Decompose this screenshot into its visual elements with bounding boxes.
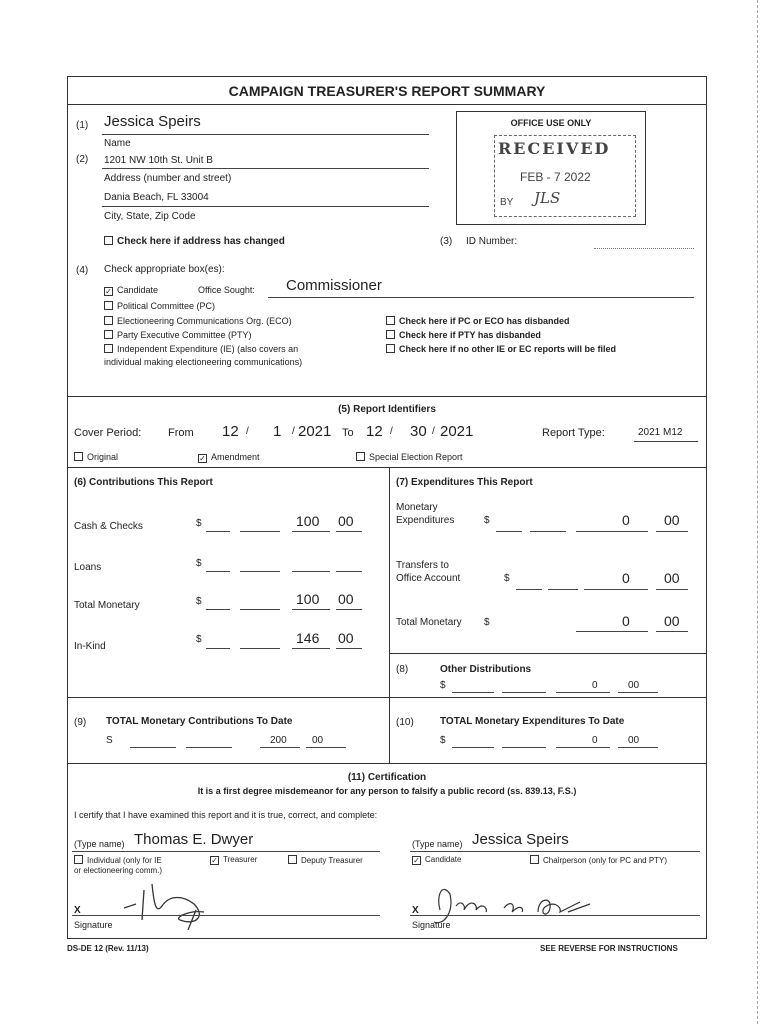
- check-boxes-label: Check appropriate box(es):: [104, 264, 225, 275]
- from-day: 1: [273, 423, 282, 440]
- amount-line: [206, 571, 230, 572]
- amount-line: [656, 531, 688, 532]
- cash-checks-amount: 100: [296, 513, 320, 529]
- id-number-field[interactable]: [594, 248, 694, 249]
- amount-line: [336, 609, 362, 610]
- see-reverse: SEE REVERSE FOR INSTRUCTIONS: [540, 944, 678, 953]
- special-election-checkbox[interactable]: [356, 452, 463, 462]
- address-changed-label: Check here if address has changed: [117, 236, 285, 247]
- office-sought-value: Commissioner: [286, 277, 382, 294]
- divider: [67, 104, 707, 105]
- to-label: To: [342, 427, 354, 439]
- monetary-expenditures-amount: 0: [622, 512, 630, 528]
- report-type-value: 2021 M12: [638, 427, 683, 438]
- amount-line: [584, 589, 648, 590]
- amount-line: [556, 692, 610, 693]
- section-num-4: (4): [76, 265, 89, 276]
- from-label: From: [168, 427, 194, 439]
- amount-line: [292, 609, 330, 610]
- stamp-initials: JLS: [534, 189, 561, 207]
- section-num-10: (10): [396, 717, 414, 728]
- amount-line: [336, 648, 362, 649]
- to-month: 12: [366, 423, 383, 440]
- monetary-expenditures-label-2: Expenditures: [396, 515, 455, 526]
- ie-checkbox[interactable]: [104, 344, 298, 354]
- treasurer-label: Treasurer: [223, 855, 258, 864]
- slash: /: [246, 426, 249, 437]
- other-distributions-title: Other Distributions: [440, 664, 532, 675]
- candidate-checkbox[interactable]: ✓ Candidate: [105, 285, 159, 296]
- expenditures-total-label: Total Monetary: [396, 617, 462, 628]
- amount-line: [240, 531, 280, 532]
- treasurer-checkbox[interactable]: ✓ Treasurer: [211, 855, 258, 865]
- amount-line: [206, 531, 230, 532]
- form-number: DS-DE 12 (Rev. 11/13): [67, 944, 149, 953]
- amount-line: [502, 747, 546, 748]
- amount-line: [548, 589, 578, 590]
- column-divider: [389, 467, 390, 697]
- city-state-zip: Dania Beach, FL 33004: [104, 192, 209, 203]
- city-label: City, State, Zip Code: [104, 211, 196, 222]
- certify-statement: I certify that I have examined this report and it is true, correct, and complete:: [74, 810, 378, 820]
- report-type-label: Report Type:: [542, 427, 605, 439]
- stamp-by: BY: [500, 197, 514, 208]
- no-ie-checkbox[interactable]: [386, 344, 616, 354]
- amount-line: [130, 747, 176, 748]
- expenditures-to-date-amount: 0: [592, 735, 598, 746]
- dollar-sign: S: [106, 735, 113, 746]
- transfers-label-2: Office Account: [396, 573, 461, 584]
- treasurer-signature-label: Signature: [74, 920, 113, 930]
- pc-checkbox[interactable]: [104, 301, 215, 311]
- individual-checkbox[interactable]: [74, 855, 162, 865]
- office-use-label: OFFICE USE ONLY: [510, 118, 592, 128]
- treasurer-x-mark: X: [74, 905, 81, 916]
- pty-label: Party Executive Committee (PTY): [117, 330, 252, 340]
- contributions-to-date-amount: 200: [270, 735, 287, 746]
- cash-checks-cents: 00: [338, 513, 354, 529]
- report-identifiers-title: (5) Report Identifiers: [338, 404, 436, 415]
- candidate-name: Jessica Speirs: [104, 113, 201, 130]
- individual-label: Individual (only for IE: [87, 856, 162, 865]
- expenditures-title: (7) Expenditures This Report: [396, 477, 533, 488]
- amount-line: [292, 648, 330, 649]
- cert-candidate-checkbox[interactable]: ✓ Candidate: [413, 855, 462, 865]
- dollar-sign: $: [440, 680, 446, 691]
- pc-disbanded-label: Check here if PC or ECO has disbanded: [399, 316, 570, 326]
- cash-checks-label: Cash & Checks: [74, 521, 143, 532]
- street-label: Address (number and street): [104, 173, 232, 184]
- amount-line: [452, 747, 494, 748]
- name-label: Name: [104, 138, 131, 149]
- amount-line: [206, 648, 230, 649]
- inkind-label: In-Kind: [74, 641, 106, 652]
- contributions-title: (6) Contributions This Report: [74, 477, 213, 488]
- contributions-to-date-cents: 00: [312, 735, 324, 746]
- amount-line: [576, 631, 648, 632]
- dollar-sign: $: [196, 634, 202, 645]
- candidate-x-mark: X: [412, 905, 419, 916]
- inkind-cents: 00: [338, 630, 354, 646]
- expenditures-to-date-title: TOTAL Monetary Expenditures To Date: [440, 716, 625, 727]
- dollar-sign: $: [504, 573, 510, 584]
- amount-line: [240, 648, 280, 649]
- pty-disbanded-checkbox[interactable]: [386, 330, 541, 340]
- slash: /: [432, 426, 435, 437]
- candidate-signer-name: Jessica Speirs: [472, 831, 569, 848]
- amount-line: [452, 692, 494, 693]
- cover-period-label: Cover Period:: [74, 427, 142, 439]
- dollar-sign: $: [484, 617, 490, 628]
- street-line: [102, 168, 429, 169]
- total-monetary-cents: 00: [338, 591, 354, 607]
- amount-line: [260, 747, 300, 748]
- chairperson-checkbox[interactable]: [530, 855, 667, 865]
- expenditures-total-amount: 0: [622, 613, 630, 629]
- candidate-name-line: [410, 851, 700, 852]
- amount-line: [656, 589, 688, 590]
- dollar-sign: $: [196, 558, 202, 569]
- ie-label-2: individual making electioneering communications): [104, 357, 303, 367]
- received-stamp-text: RECEIVED: [498, 139, 611, 158]
- transfers-amount: 0: [622, 570, 630, 586]
- report-type-line: [634, 441, 698, 442]
- from-year: 2021: [298, 423, 332, 440]
- amount-line: [240, 571, 280, 572]
- amendment-checkbox[interactable]: ✓ Amendment: [199, 452, 260, 463]
- pc-disbanded-checkbox[interactable]: [386, 316, 570, 326]
- page-edge-line: [757, 0, 758, 1024]
- candidate-type-name-label: (Type name): [412, 839, 463, 849]
- street-address: 1201 NW 10th St. Unit B: [104, 155, 213, 166]
- office-sought-line: [268, 297, 694, 298]
- certification-title: (11) Certification: [347, 772, 427, 783]
- column-divider: [389, 697, 390, 763]
- total-monetary-amount: 100: [296, 591, 320, 607]
- from-month: 12: [222, 423, 239, 440]
- amendment-label: Amendment: [211, 452, 260, 462]
- deputy-treasurer-checkbox[interactable]: [288, 855, 363, 865]
- expenditures-to-date-cents: 00: [628, 735, 640, 746]
- original-label: Original: [87, 452, 119, 462]
- misdemeanor-warning: It is a first degree misdemeanor for any person to falsify a public record (ss. 839.13, F.S.): [197, 786, 577, 796]
- stamp-date: FEB - 7 2022: [520, 170, 591, 184]
- name-line: [102, 134, 429, 135]
- section-num-1: (1): [76, 120, 89, 131]
- treasurer-signature-line: [72, 915, 380, 916]
- slash: /: [292, 426, 295, 437]
- contributions-to-date-title: TOTAL Monetary Contributions To Date: [106, 716, 293, 727]
- dollar-sign: $: [440, 735, 446, 746]
- office-sought-label: Office Sought:: [198, 285, 255, 295]
- amount-line: [336, 531, 362, 532]
- amount-line: [618, 747, 658, 748]
- original-checkbox[interactable]: [74, 452, 118, 462]
- no-ie-label: Check here if no other IE or EC reports will be filed: [399, 344, 617, 354]
- divider: [67, 467, 707, 468]
- ie-label: Independent Expenditure (IE) (also covers an: [117, 344, 299, 354]
- dollar-sign: $: [196, 596, 202, 607]
- section-num-2: (2): [76, 154, 89, 165]
- deputy-treasurer-label: Deputy Treasurer: [301, 856, 363, 865]
- amount-line: [516, 589, 542, 590]
- monetary-expenditures-cents: 00: [664, 512, 680, 528]
- dollar-sign: $: [484, 515, 490, 526]
- treasurer-type-name-label: (Type name): [74, 839, 125, 849]
- amount-line: [292, 571, 330, 572]
- candidate-signature-line: [410, 915, 700, 916]
- amount-line: [496, 531, 522, 532]
- amount-line: [336, 571, 362, 572]
- amount-line: [306, 747, 346, 748]
- amount-line: [292, 531, 330, 532]
- city-line: [102, 206, 429, 207]
- to-year: 2021: [440, 423, 474, 440]
- amount-line: [186, 747, 232, 748]
- pty-disbanded-label: Check here if PTY has disbanded: [399, 330, 541, 340]
- transfers-label-1: Transfers to: [396, 560, 449, 571]
- inkind-amount: 146: [296, 630, 320, 646]
- eco-checkbox[interactable]: [104, 316, 292, 326]
- dollar-sign: $: [196, 518, 202, 529]
- divider: [67, 763, 707, 764]
- section-num-3: (3): [440, 236, 453, 247]
- to-day: 30: [410, 423, 427, 440]
- amount-line: [502, 692, 546, 693]
- other-distributions-amount: 0: [592, 680, 598, 691]
- special-election-label: Special Election Report: [369, 452, 463, 462]
- amount-line: [576, 531, 648, 532]
- treasurer-name: Thomas E. Dwyer: [134, 831, 254, 848]
- divider: [67, 396, 707, 397]
- amount-line: [656, 631, 688, 632]
- id-number-label: ID Number:: [466, 236, 518, 247]
- slash: /: [390, 426, 393, 437]
- total-monetary-label: Total Monetary: [74, 600, 140, 611]
- amount-line: [530, 531, 566, 532]
- expenditures-total-cents: 00: [664, 613, 680, 629]
- chairperson-label: Chairperson (only for PC and PTY): [543, 856, 668, 865]
- amount-line: [618, 692, 658, 693]
- transfers-cents: 00: [664, 570, 680, 586]
- monetary-expenditures-label-1: Monetary: [396, 502, 438, 513]
- individual-label-2: or electioneering comm.): [74, 866, 163, 875]
- treasurer-name-line: [72, 851, 380, 852]
- address-changed-checkbox[interactable]: [104, 236, 285, 247]
- amount-line: [240, 609, 280, 610]
- pc-label: Political Committee (PC): [117, 301, 216, 311]
- section-num-8: (8): [396, 664, 409, 675]
- section-num-9: (9): [74, 717, 87, 728]
- cert-candidate-label: Candidate: [425, 855, 462, 864]
- eco-label: Electioneering Communications Org. (ECO): [117, 316, 292, 326]
- loans-label: Loans: [74, 562, 102, 573]
- pty-checkbox[interactable]: [104, 330, 252, 340]
- candidate-signature-label: Signature: [412, 920, 451, 930]
- amount-line: [556, 747, 610, 748]
- other-distributions-cents: 00: [628, 680, 640, 691]
- divider: [67, 697, 707, 698]
- form-title: CAMPAIGN TREASURER'S REPORT SUMMARY: [228, 83, 546, 99]
- amount-line: [206, 609, 230, 610]
- divider: [389, 653, 707, 654]
- candidate-label: Candidate: [117, 285, 159, 295]
